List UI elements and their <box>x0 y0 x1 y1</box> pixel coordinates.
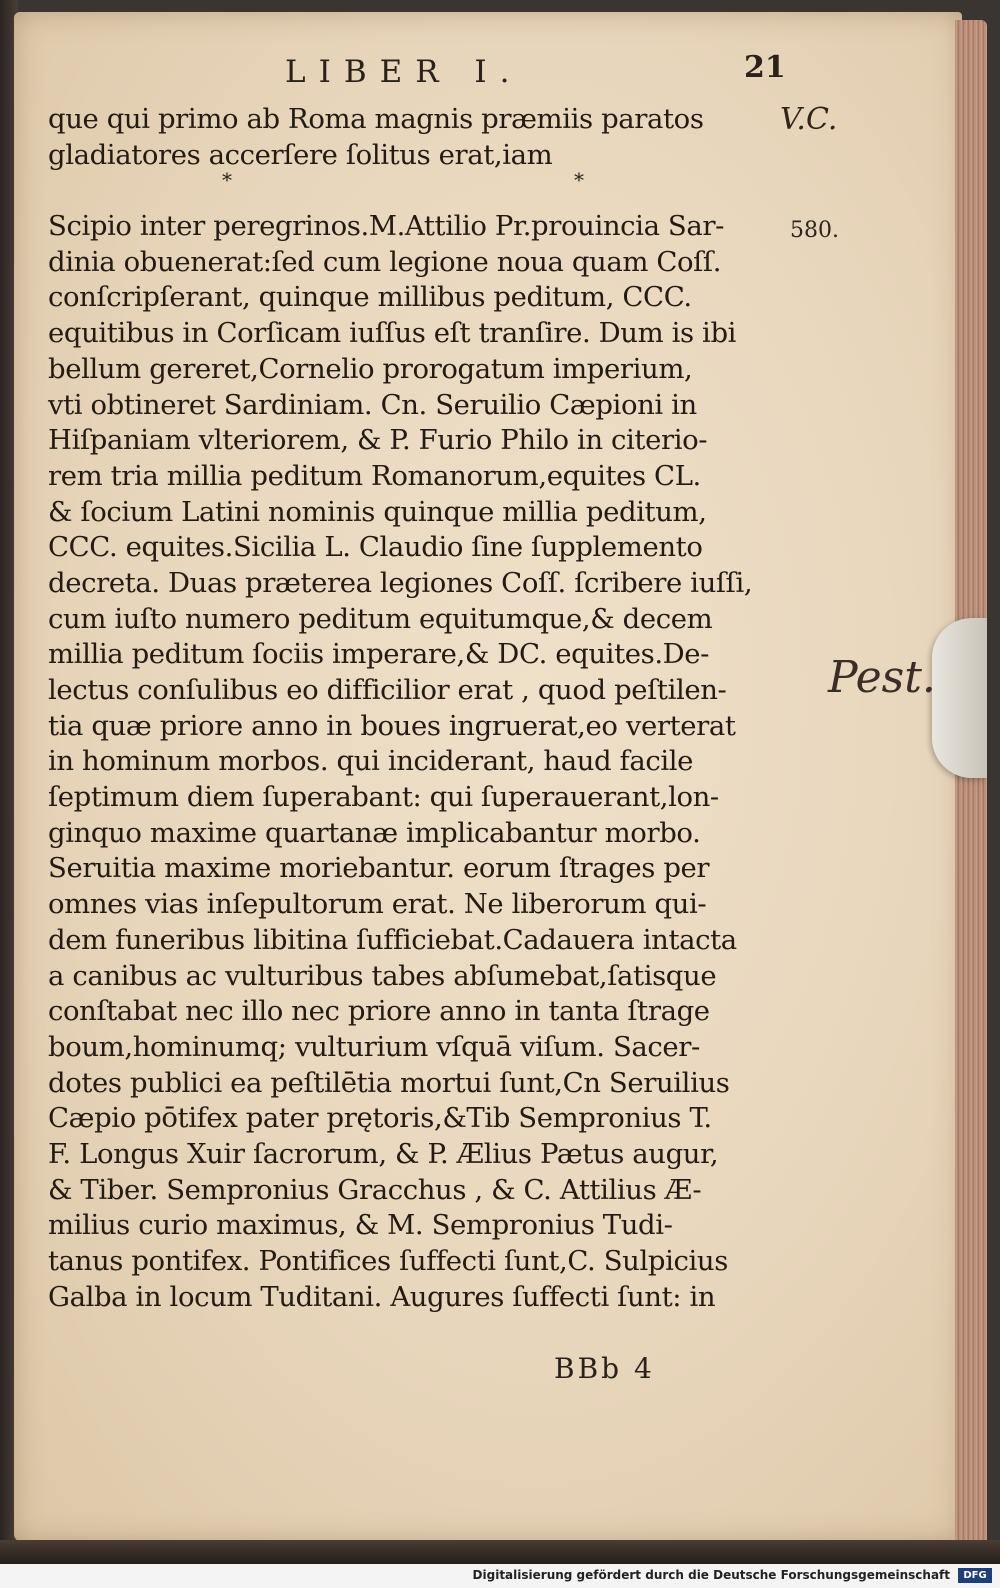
text-line: a canibus ac vulturibus tabes abſumebat,ſatisque <box>48 959 717 992</box>
text-line: tia quæ priore anno in boues ingruerat,eo verterat <box>48 709 736 742</box>
text-line: cum iuſto numero peditum equitumque,& decem <box>48 602 713 635</box>
text-line: millia peditum ſociis imperare,& DC. equites.De- <box>48 638 710 671</box>
text-line-spacer <box>48 173 838 209</box>
text-line: CCC. equites.Sicilia L. Claudio ſine ſupplemento <box>48 531 703 564</box>
text-line: Scipio inter peregrinos.M.Attilio Pr.prouincia Sar- <box>48 210 724 243</box>
text-line: dinia obuenerat:ſed cum legione noua quam Coſſ. <box>48 245 722 278</box>
text-line: Seruitia maxime moriebantur. eorum ſtrages per <box>48 852 710 885</box>
text-line: gladiatores accerſere ſolitus erat,iam <box>48 138 553 171</box>
text-line: Galba in locum Tuditani. Augures ſuffecti ſunt: in <box>48 1280 716 1313</box>
text-line: boum,hominumq; vulturium vſquā viſum. Sacer- <box>48 1030 700 1063</box>
funding-credit: Digitalisierung gefördert durch die Deutsche Forschungsgemeinschaft <box>472 1568 950 1582</box>
text-line: omnes vias inſepultorum erat. Ne liberorum qui- <box>48 888 707 921</box>
running-title: LIBER I. <box>285 54 523 90</box>
text-line: rem tria millia peditum Romanorum,equites CL. <box>48 459 701 492</box>
text-line: tanus pontifex. Pontifices ſuffecti ſunt,C. Sulpicius <box>48 1245 728 1277</box>
margin-note-pest: Pest. <box>828 652 936 703</box>
text-line: que qui primo ab Roma magnis præmiis paratos <box>48 103 704 135</box>
text-line: Hiſpaniam vlteriorem, & P. Furio Philo in citerio- <box>48 424 708 457</box>
text-line: lectus conſulibus eo difficilior erat , quod peſtilen- <box>48 674 727 706</box>
text-line: dotes publici ea peſtilētia mortui ſunt,Cn Seruilius <box>48 1066 730 1099</box>
text-line: F. Longus Xuir ſacrorum, & P. Ælius Pætus augur, <box>48 1137 719 1170</box>
footer-bar <box>0 1564 1000 1588</box>
signature-mark: BBb 4 <box>554 1352 655 1385</box>
dfg-logo-icon: DFG <box>958 1568 992 1583</box>
text-line: dem funeribus libitina ſufficiebat.Cadauera intacta <box>48 923 737 956</box>
paper-clip <box>932 618 987 778</box>
text-line: decreta. Duas præterea legiones Coſſ. ſcribere iuſſi, <box>48 566 753 599</box>
text-line: milius curio maximus, & M. Sempronius Tudi- <box>48 1209 673 1242</box>
page-number: 21 <box>744 50 786 85</box>
margin-note-year: 580. <box>790 218 839 243</box>
text-line: & Tiber. Sempronius Gracchus , & C. Attilius Æ- <box>48 1173 702 1206</box>
text-line: in hominum morbos. qui inciderant, haud facile <box>48 745 693 778</box>
asterisk-right: * <box>574 168 584 192</box>
text-line: ſeptimum diem ſuperabant: qui ſuperauerant,lon- <box>48 781 719 814</box>
text-line: ginquo maxime quartanæ implicabantur morbo. <box>48 816 701 849</box>
margin-note-vc: V.C. <box>780 102 838 137</box>
asterisk-left: * <box>222 168 232 192</box>
text-line: vti obtineret Sardiniam. Cn. Seruilio Cæpioni in <box>48 388 697 421</box>
text-line: & ſocium Latini nominis quinque millia peditum, <box>48 495 707 528</box>
text-line: bellum gereret,Cornelio prorogatum imperium, <box>48 352 693 385</box>
bottom-shadow <box>0 1540 1000 1564</box>
text-line: conſcripſerant, quinque millibus peditum, CCC. <box>48 281 692 314</box>
page-edges <box>955 20 987 1545</box>
body-text <box>48 102 838 1315</box>
text-line: conſtabat nec illo nec priore anno in tanta ſtrage <box>48 995 710 1028</box>
text-line: Cæpio pōtifex pater prętoris,&Tib Sempronius T. <box>48 1102 712 1135</box>
text-line: equitibus in Corſicam iuſſus eſt tranſire. Dum is ibi <box>48 317 737 350</box>
